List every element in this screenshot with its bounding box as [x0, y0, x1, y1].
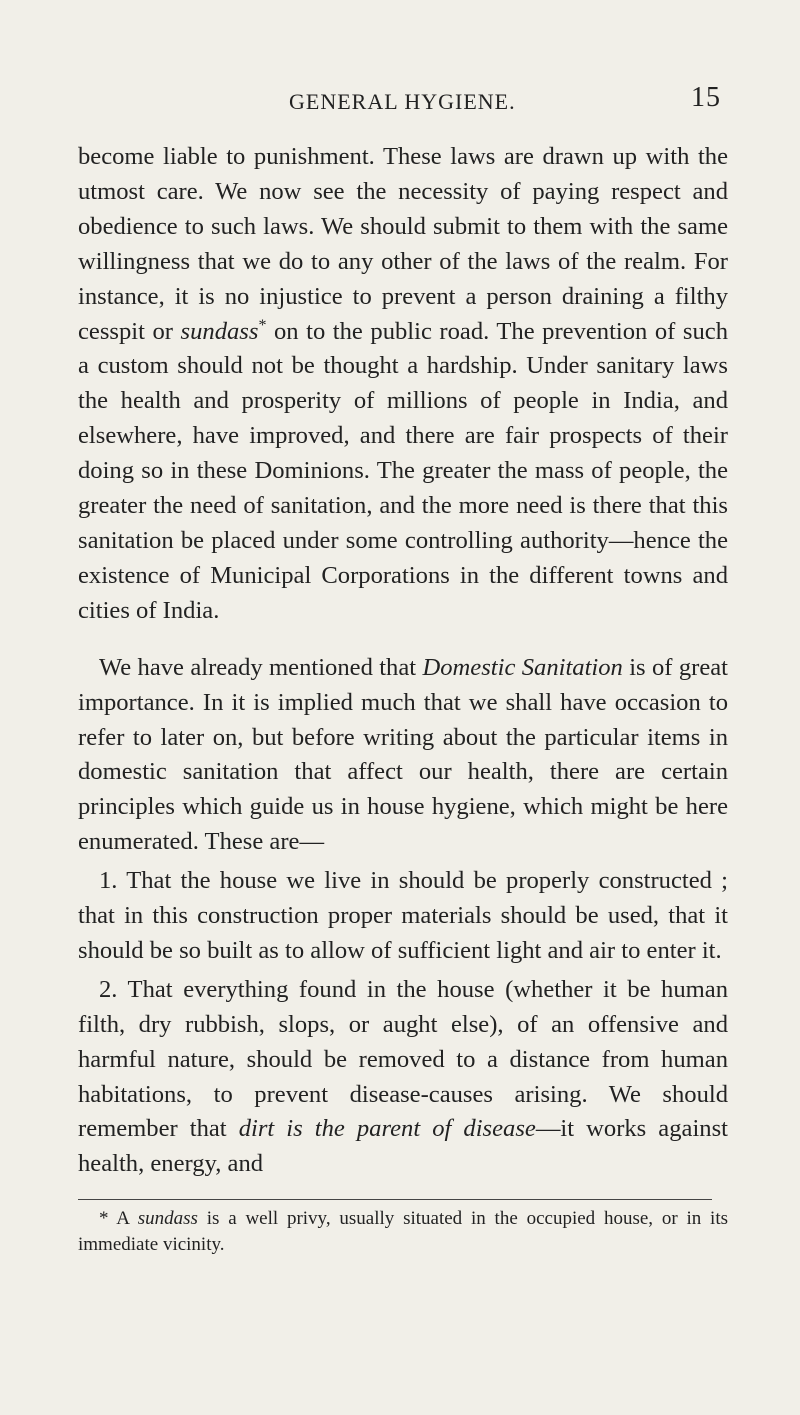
domestic-sanitation-term: Domestic Sanitation — [422, 653, 623, 681]
paragraph-2-text-b: is of great importance. In it is implied much that we shall have occasion to refer to later on, but before writing about the particular items in domestic sanitation that affect our health, there are certain principles which guide us in house hygiene, which might be here enumerated. These are— — [78, 653, 728, 856]
footnote-rule — [78, 1199, 712, 1200]
list-item-1: 1. That the house we live in should be properly constructed ; that in this construction proper materials should be used, that it should be so built as to allow of sufficient light and air to enter it. — [78, 867, 728, 964]
body-text — [78, 140, 728, 1182]
paragraph-1 — [78, 140, 728, 629]
paragraph-2-text-a: We have already mentioned that — [99, 653, 423, 681]
footnote-term: sundass — [137, 1208, 198, 1230]
list-item-2 — [78, 973, 728, 1182]
list-item-2-text-a: 2. That everything found in the house (whether it be human filth, dry rubbish, slops, or aught else), of an offensive and harmful nature, should be removed to a distance from human habitations, to prevent disease-causes arising. We should remember that — [78, 975, 728, 1143]
paragraph-2 — [78, 651, 728, 860]
paragraph-1-text-b: on to the public road. The prevention of such a custom should not be thought a hardship. Under sanitary laws the health and prosperity of millions of people in India, and elsewhere, have improved, and there are fair prospects of their doing so in these Dominions. The greater the mass of people, the greater the need of sanitation, and the more need is there that this sanitation be placed under some controlling authority—hence the existence of Municipal Corporations in the different towns and cities of India. — [78, 317, 728, 624]
footnote-marker: * — [258, 316, 267, 334]
book-page — [78, 78, 728, 1277]
page-number: 15 — [691, 82, 721, 113]
running-header — [78, 78, 728, 118]
list-item-2-text-b: —it works against health, energy, and — [78, 1115, 728, 1178]
footnote — [78, 1206, 728, 1258]
dirt-parent-phrase: dirt is the parent of disease — [238, 1115, 536, 1143]
footnote-text-a: A — [108, 1208, 138, 1230]
paragraph-1-text-a: become liable to punishment. These laws are drawn up with the utmost care. We now see the necessity of paying respect and obedience to such laws. We should submit to them with the same willingness that we do to any other of the laws of the realm. For instance, it is no injustice to prevent a person draining a filthy cesspit or — [78, 143, 728, 345]
sundass-term: sundass — [180, 317, 259, 345]
running-title: GENERAL HYGIENE. — [289, 89, 516, 114]
footnote-text-b: is a well privy, usually situated in the occupied house, or in its immediate vicinity. — [78, 1208, 729, 1256]
footnote-mark: * — [99, 1208, 109, 1230]
